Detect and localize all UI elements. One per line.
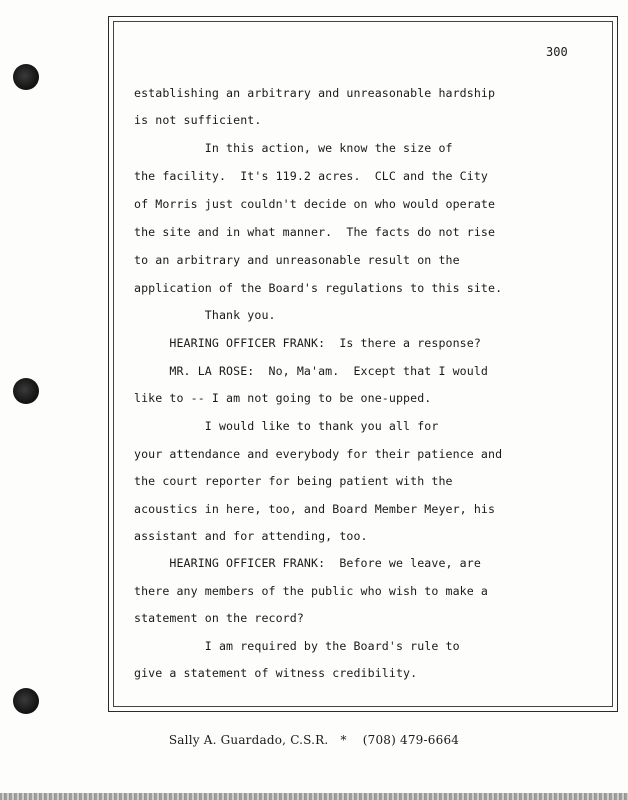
transcript-line: there any members of the public who wish to make a — [134, 584, 489, 598]
transcript-line: MR. LA ROSE: No, Ma'am. Except that I would — [134, 364, 489, 378]
transcript-line: give a statement of witness credibility. — [134, 666, 418, 680]
transcript-line: like to -- I am not going to be one-upped. — [134, 391, 432, 405]
reporter-phone: (708) 479-6664 — [362, 733, 460, 747]
punch-hole-top — [13, 64, 39, 90]
transcript-line: establishing an arbitrary and unreasonable hardship — [134, 86, 496, 100]
scan-edge — [0, 793, 628, 800]
transcript-line: acoustics in here, too, and Board Member Meyer, his — [134, 502, 496, 516]
page-number: 300 — [546, 45, 568, 59]
punch-hole-bottom — [13, 688, 39, 714]
transcript-line: the court reporter for being patient with the — [134, 474, 453, 488]
transcript-line: your attendance and everybody for their patience and — [134, 447, 503, 461]
transcript-line: In this action, we know the size of — [134, 141, 453, 155]
transcript-line: I am required by the Board's rule to — [134, 639, 460, 653]
transcript-line: the facility. It's 119.2 acres. CLC and the City — [134, 169, 489, 183]
transcript-line: application of the Board's regulations to this site. — [134, 281, 503, 295]
transcript-line: is not sufficient. — [134, 113, 262, 127]
transcript-line: HEARING OFFICER FRANK: Is there a response? — [134, 336, 481, 350]
transcript-line: the site and in what manner. The facts do not rise — [134, 225, 496, 239]
transcript-line: of Morris just couldn't decide on who would operate — [134, 197, 496, 211]
transcript-line: HEARING OFFICER FRANK: Before we leave, are — [134, 556, 481, 570]
reporter-footer — [0, 733, 628, 747]
footer-separator: * — [340, 733, 347, 747]
transcript-line: Thank you. — [134, 308, 276, 322]
reporter-name: Sally A. Guardado, C.S.R. — [168, 733, 329, 747]
transcript-line: assistant and for attending, too. — [134, 529, 368, 543]
transcript-line: to an arbitrary and unreasonable result on the — [134, 253, 460, 267]
punch-hole-middle — [13, 378, 39, 404]
transcript-line: I would like to thank you all for — [134, 419, 439, 433]
transcript-line: statement on the record? — [134, 611, 304, 625]
